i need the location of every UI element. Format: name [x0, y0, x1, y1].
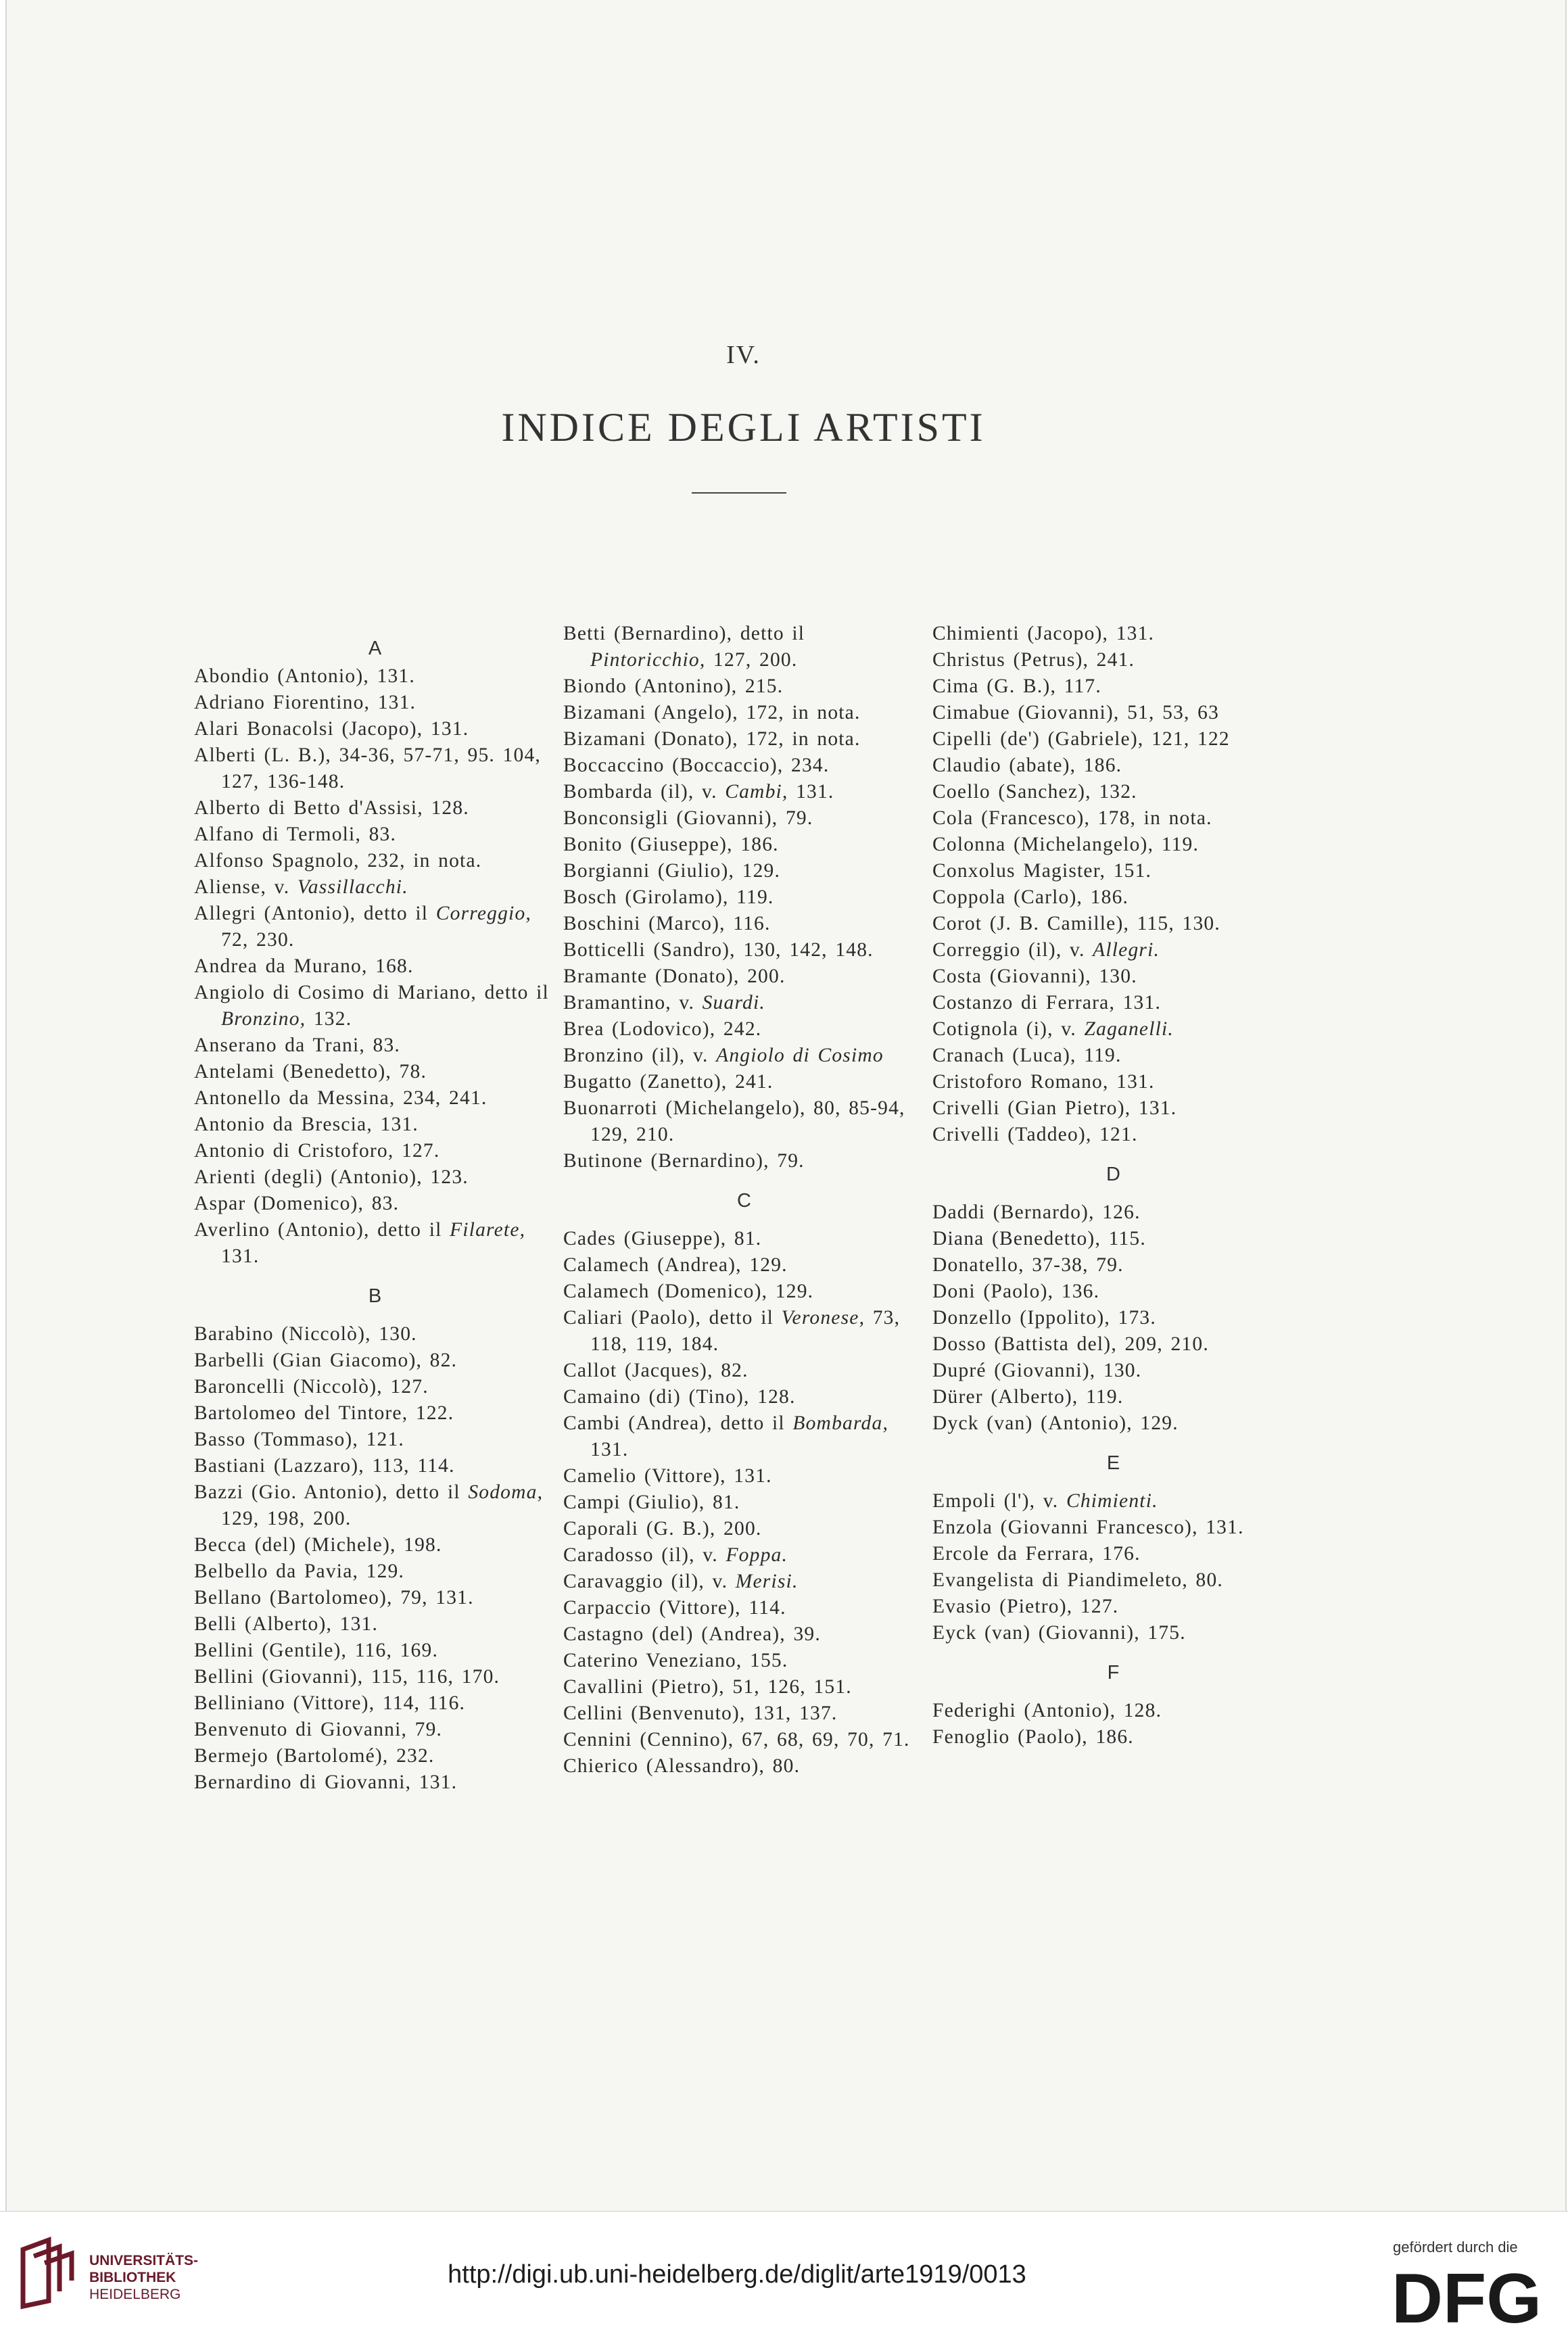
index-entry: Cola (Francesco), 178, in nota. — [932, 807, 1212, 829]
index-columns — [194, 621, 1303, 1865]
index-entry: Buonarroti (Michelangelo), 80, 85-94, 129, 210. — [563, 1097, 905, 1145]
index-entry: Boschini (Marco), 116. — [563, 913, 771, 934]
index-entry: Alfano di Termoli, 83. — [194, 824, 397, 845]
index-entry: Bramante (Donato), 200. — [563, 966, 786, 987]
index-entry: Enzola (Giovanni Francesco), 131. — [932, 1517, 1244, 1538]
index-entry: Cima (G. B.), 117. — [932, 675, 1101, 697]
index-entry: Cades (Giuseppe), 81. — [563, 1228, 762, 1249]
sponsor-caption: gefördert durch die — [1393, 2239, 1518, 2256]
entry-italic-text: Sodoma, — [468, 1481, 544, 1503]
index-column-3 — [932, 621, 1294, 1750]
index-entry: Anserano da Trani, 83. — [194, 1034, 400, 1056]
index-entry: Bugatto (Zanetto), 241. — [563, 1071, 774, 1093]
index-entry: Daddi (Bernardo), 126. — [932, 1201, 1141, 1223]
index-entry: Ercole da Ferrara, 176. — [932, 1543, 1141, 1565]
index-entry: Empoli (l'), v. Chimienti. — [932, 1490, 1158, 1512]
index-entry: Donzello (Ippolito), 173. — [932, 1307, 1156, 1329]
index-section-letter: A — [368, 638, 382, 659]
index-entry: Alberti (L. B.), 34-36, 57-71, 95. 104, 127, 136-148. — [194, 744, 541, 792]
index-entry: Bizamani (Donato), 172, in nota. — [563, 728, 861, 750]
index-entry: Basso (Tommaso), 121. — [194, 1429, 405, 1450]
index-entry: Bermejo (Bartolomé), 232. — [194, 1745, 435, 1767]
index-entry: Bartolomeo del Tintore, 122. — [194, 1402, 454, 1424]
index-entry: Belbello da Pavia, 129. — [194, 1560, 405, 1582]
index-entry: Calamech (Domenico), 129. — [563, 1281, 814, 1302]
index-entry: Crivelli (Gian Pietro), 131. — [932, 1097, 1177, 1119]
index-entry: Cavallini (Pietro), 51, 126, 151. — [563, 1676, 852, 1698]
index-entry: Becca (del) (Michele), 198. — [194, 1534, 442, 1556]
index-entry: Crivelli (Taddeo), 121. — [932, 1124, 1138, 1145]
index-entry: Barabino (Niccolò), 130. — [194, 1323, 417, 1345]
entry-italic-text: Filarete, — [450, 1219, 526, 1241]
entry-italic-text: Foppa. — [726, 1544, 788, 1566]
index-entry: Cristoforo Romano, 131. — [932, 1071, 1155, 1093]
index-entry: Dyck (van) (Antonio), 129. — [932, 1412, 1179, 1434]
index-entry: Evangelista di Piandimeleto, 80. — [932, 1569, 1224, 1591]
index-section-letter: D — [1106, 1164, 1120, 1185]
index-entry: Bizamani (Angelo), 172, in nota. — [563, 702, 861, 723]
library-name-line-1: UNIVERSITÄTS- — [89, 2253, 199, 2268]
index-entry: Callot (Jacques), 82. — [563, 1360, 749, 1381]
index-entry: Alberto di Betto d'Assisi, 128. — [194, 797, 469, 819]
index-entry: Bombarda (il), v. Cambi, 131. — [563, 781, 834, 803]
index-column-2 — [563, 621, 925, 1780]
index-entry: Dupré (Giovanni), 130. — [932, 1360, 1142, 1381]
index-entry: Antonio da Brescia, 131. — [194, 1114, 419, 1135]
title-divider — [692, 492, 786, 494]
section-number: IV. — [726, 341, 761, 369]
index-entry: Alari Bonacolsi (Jacopo), 131. — [194, 718, 469, 740]
index-entry: Aliense, v. Vassillacchi. — [194, 876, 408, 898]
index-entry: Correggio (il), v. Allegri. — [932, 939, 1160, 961]
entry-italic-text: Chimienti. — [1066, 1490, 1158, 1512]
index-entry: Conxolus Magister, 151. — [932, 860, 1152, 882]
index-entry: Brea (Lodovico), 242. — [563, 1018, 762, 1040]
index-entry: Abondio (Antonio), 131. — [194, 665, 415, 687]
index-entry: Bosch (Girolamo), 119. — [563, 886, 774, 908]
index-entry: Cranach (Luca), 119. — [932, 1045, 1122, 1066]
index-entry: Antonello da Messina, 234, 241. — [194, 1087, 488, 1109]
index-entry: Christus (Petrus), 241. — [932, 649, 1135, 671]
index-entry: Eyck (van) (Giovanni), 175. — [932, 1622, 1186, 1644]
entry-italic-text: Merisi. — [735, 1571, 799, 1592]
index-entry: Camelio (Vittore), 131. — [563, 1465, 772, 1487]
index-entry: Chimienti (Jacopo), 131. — [932, 623, 1155, 644]
entry-italic-text: Bombarda, — [792, 1412, 889, 1434]
index-entry: Cipelli (de') (Gabriele), 121, 122 — [932, 728, 1230, 750]
entry-italic-text: Vassillacchi. — [297, 876, 408, 898]
index-entry: Butinone (Bernardino), 79. — [563, 1150, 805, 1172]
index-entry: Caradosso (il), v. Foppa. — [563, 1544, 788, 1566]
index-entry: Boccaccino (Boccaccio), 234. — [563, 755, 830, 776]
index-entry: Bernardino di Giovanni, 131. — [194, 1771, 458, 1793]
index-entry: Andrea da Murano, 168. — [194, 955, 414, 977]
index-entry: Cellini (Benvenuto), 131, 137. — [563, 1702, 838, 1724]
entry-italic-text: Cambi, — [725, 781, 788, 803]
index-entry: Belliniano (Vittore), 114, 116. — [194, 1692, 466, 1714]
page-title: INDICE DEGLI ARTISTI — [501, 405, 986, 450]
dfg-logo-icon[interactable] — [1392, 2267, 1542, 2328]
index-entry: Colonna (Michelangelo), 119. — [932, 834, 1199, 855]
index-entry: Angiolo di Cosimo di Mariano, detto il Bronzino, 132. — [194, 982, 549, 1030]
index-entry: Betti (Bernardino), detto il Pintoricchio, 127, 200. — [563, 623, 805, 671]
index-column-1 — [194, 621, 556, 1796]
index-entry: Bastiani (Lazzaro), 113, 114. — [194, 1455, 455, 1477]
permalink-url[interactable]: http://digi.ub.uni-heidelberg.de/diglit/arte1919/0013 — [448, 2260, 1026, 2289]
entry-italic-text: Zaganelli. — [1084, 1018, 1174, 1040]
index-entry: Benvenuto di Giovanni, 79. — [194, 1719, 443, 1740]
index-entry: Caporali (G. B.), 200. — [563, 1518, 762, 1540]
index-entry: Cotignola (i), v. Zaganelli. — [932, 1018, 1174, 1040]
index-entry: Caravaggio (il), v. Merisi. — [563, 1571, 799, 1592]
index-entry: Costa (Giovanni), 130. — [932, 966, 1137, 987]
index-entry: Castagno (del) (Andrea), 39. — [563, 1623, 821, 1645]
index-entry: Federighi (Antonio), 128. — [932, 1700, 1162, 1721]
index-entry: Bonconsigli (Giovanni), 79. — [563, 807, 813, 829]
index-entry: Antelami (Benedetto), 78. — [194, 1061, 427, 1082]
index-entry: Cennini (Cennino), 67, 68, 69, 70, 71. — [563, 1729, 910, 1750]
library-name-line-2: BIBLIOTHEK — [89, 2270, 176, 2285]
index-entry: Borgianni (Giulio), 129. — [563, 860, 781, 882]
viewer-footer — [0, 2211, 1568, 2336]
library-name-line-3: HEIDELBERG — [89, 2287, 181, 2302]
index-entry: Antonio di Cristoforo, 127. — [194, 1140, 440, 1162]
index-entry: Cimabue (Giovanni), 51, 53, 63 — [932, 702, 1220, 723]
index-entry: Alfonso Spagnolo, 232, in nota. — [194, 850, 482, 872]
index-entry: Carpaccio (Vittore), 114. — [563, 1597, 786, 1619]
index-entry: Coppola (Carlo), 186. — [932, 886, 1129, 908]
index-entry: Arienti (degli) (Antonio), 123. — [194, 1166, 469, 1188]
scanned-page — [5, 0, 1567, 2211]
index-entry: Dürer (Alberto), 119. — [932, 1386, 1124, 1408]
index-entry: Bronzino (il), v. Angiolo di Cosimo — [563, 1045, 884, 1066]
index-entry: Bellano (Bartolomeo), 79, 131. — [194, 1587, 474, 1608]
entry-italic-text: Pintoricchio, — [590, 649, 706, 671]
index-entry: Costanzo di Ferrara, 131. — [932, 992, 1162, 1014]
index-entry: Bazzi (Gio. Antonio), detto il Sodoma, 129, 198, 200. — [194, 1481, 544, 1529]
index-entry: Bellini (Giovanni), 115, 116, 170. — [194, 1666, 500, 1688]
index-entry: Averlino (Antonio), detto il Filarete, 131. — [194, 1219, 526, 1267]
index-entry: Caterino Veneziano, 155. — [563, 1650, 788, 1671]
entry-italic-text: Allegri. — [1093, 939, 1160, 961]
index-entry: Botticelli (Sandro), 130, 142, 148. — [563, 939, 874, 961]
index-entry: Chierico (Alessandro), 80. — [563, 1755, 801, 1777]
index-entry: Bramantino, v. Suardi. — [563, 992, 765, 1014]
dfg-logo-text: DFG — [1392, 2267, 1542, 2328]
index-entry: Baroncelli (Niccolò), 127. — [194, 1376, 429, 1398]
entry-italic-text: Bronzino, — [221, 1008, 306, 1030]
index-entry: Campi (Giulio), 81. — [563, 1492, 740, 1513]
index-entry: Belli (Alberto), 131. — [194, 1613, 379, 1635]
index-entry: Evasio (Pietro), 127. — [932, 1596, 1119, 1617]
index-entry: Claudio (abate), 186. — [932, 755, 1122, 776]
index-entry: Camaino (di) (Tino), 128. — [563, 1386, 796, 1408]
index-section-letter: F — [1107, 1662, 1120, 1684]
index-entry: Dosso (Battista del), 209, 210. — [932, 1333, 1209, 1355]
index-entry: Bonito (Giuseppe), 186. — [563, 834, 779, 855]
index-entry: Corot (J. B. Camille), 115, 130. — [932, 913, 1220, 934]
index-entry: Caliari (Paolo), detto il Veronese, 73, 118, 119, 184. — [563, 1307, 901, 1355]
entry-italic-text: Veronese, — [781, 1307, 865, 1329]
index-section-letter: E — [1106, 1452, 1120, 1474]
index-entry: Diana (Benedetto), 115. — [932, 1228, 1146, 1249]
index-entry: Allegri (Antonio), detto il Correggio, 72, 230. — [194, 903, 531, 951]
index-entry: Barbelli (Gian Giacomo), 82. — [194, 1350, 458, 1371]
entry-italic-text: Angiolo di Cosimo — [716, 1045, 884, 1066]
index-entry: Donatello, 37-38, 79. — [932, 1254, 1124, 1276]
index-section-letter: B — [368, 1285, 382, 1307]
index-entry: Doni (Paolo), 136. — [932, 1281, 1100, 1302]
index-entry: Adriano Fiorentino, 131. — [194, 692, 417, 713]
index-entry: Cambi (Andrea), detto il Bombarda, 131. — [563, 1412, 889, 1460]
index-entry: Coello (Sanchez), 132. — [932, 781, 1137, 803]
index-section-letter: C — [737, 1190, 751, 1212]
entry-italic-text: Suardi. — [702, 992, 765, 1014]
entry-italic-text: Correggio, — [435, 903, 531, 924]
index-entry: Fenoglio (Paolo), 186. — [932, 1726, 1134, 1748]
index-entry: Calamech (Andrea), 129. — [563, 1254, 788, 1276]
index-entry: Aspar (Domenico), 83. — [194, 1193, 400, 1214]
index-entry: Biondo (Antonino), 215. — [563, 675, 784, 697]
index-entry: Bellini (Gentile), 116, 169. — [194, 1640, 439, 1661]
